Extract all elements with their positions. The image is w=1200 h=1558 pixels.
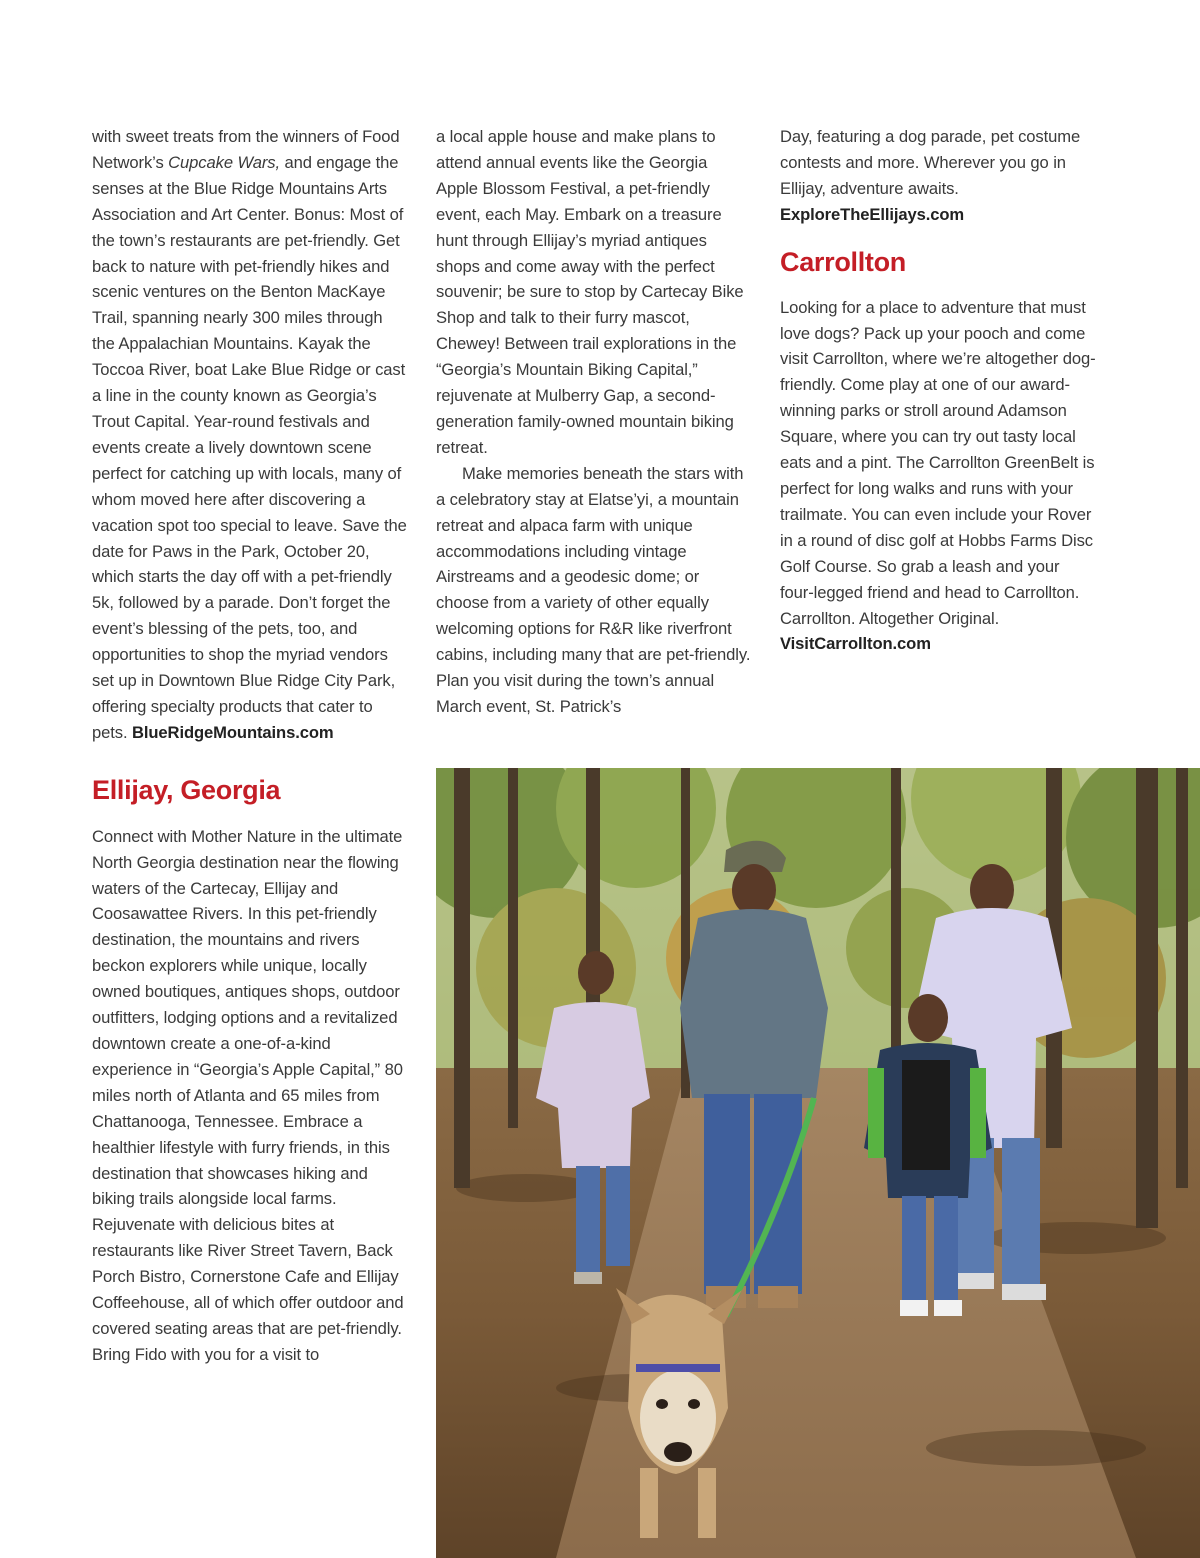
show-title: Cupcake Wars,	[168, 152, 280, 172]
ellijay-heading: Ellijay, Georgia	[92, 774, 281, 805]
family-trail-photo	[436, 768, 1200, 1558]
ellijay-closing-paragraph: Day, featuring a dog parade, pet costume contests and more. Wherever you go in Ellijay, adventure awaits. ExploreTheEllijays.com	[780, 127, 1081, 224]
column-2	[436, 124, 752, 720]
column-1	[92, 124, 408, 1368]
carrollton-url[interactable]: VisitCarrollton.com	[780, 634, 931, 654]
column-3	[780, 124, 1096, 657]
carrollton-paragraph: Looking for a place to adventure that must love dogs? Pack up your pooch and come visit Carrollton, where we’re altogether dog-friendly. Come play at one of our award-winning parks or stroll around Adamson Square, where you can try out tasty local eats and a pint. The Carrollton GreenBelt is perfect for long walks and runs with your trailmate. You can even include your Rover in a round of disc golf at Hobbs Farms Disc Golf Course. So grab a leash and your four-legged friend and head to Carrollton. Carrollton. Altogether Original. VisitCarrollton.com	[780, 297, 1096, 654]
carrollton-heading: Carrollton	[780, 246, 907, 277]
photo-illustration	[436, 768, 1200, 1558]
blue-ridge-url[interactable]: BlueRidgeMountains.com	[132, 722, 334, 742]
ellijays-url[interactable]: ExploreTheEllijays.com	[780, 204, 965, 224]
blue-ridge-paragraph: with sweet treats from the winners of Food Network’s Cupcake Wars, and engage the senses at the Blue Ridge Mountains Arts Association and Art Center. Bonus: Most of the town’s restaurants are pet-friendly. Get back to nature with pet-friendly hikes and scenic ventures on the Benton MacKaye Trail, spanning nearly 300 miles through the Appalachian Mountains. Kayak the Toccoa River, boat Lake Blue Ridge or cast a line in the county known as Georgia’s Trout Capital. Year-round festivals and events create a lively downtown scene perfect for catching up with locals, many of whom moved here after discovering a vacation spot too special to leave. Save the date for Paws in the Park, October 20, which starts the day off with a pet-friendly 5k, followed by a parade. Don’t forget the event’s blessing of the pets, too, and opportunities to shop the myriad vendors set up in Downtown Blue Ridge City Park, offering specialty products that cater to pets. BlueRidgeMountains.com	[92, 127, 407, 742]
elatseyi-paragraph: Make memories beneath the stars with a celebratory stay at Elatse’yi, a mountain retreat and alpaca farm with unique accommodations including vintage Airstreams and a geodesic dome; or choose from a variety of other equally welcoming options for R&R like riverfront cabins, including many that are pet-friendly. Plan you visit during the town’s annual March event, St. Patrick’s	[436, 463, 751, 716]
ellijay-continued-paragraph: a local apple house and make plans to attend annual events like the Georgia Apple Blossom Festival, a pet-friendly event, each May. Embark on a treasure hunt through Ellijay’s myriad antiques shops and come away with the perfect souvenir; be sure to stop by Cartecay Bike Shop and talk to their furry mascot, Chewey! Between trail explorations in the “Georgia’s Mountain Biking Capital,” rejuvenate at Mulberry Gap, a second-generation family-owned mountain biking retreat.	[436, 127, 744, 457]
ellijay-paragraph: Connect with Mother Nature in the ultimate North Georgia destination near the flowing waters of the Cartecay, Ellijay and Coosawattee Rivers. In this pet-friendly destination, the mountains and rivers beckon explorers while unique, locally owned boutiques, antiques shops, outdoor outfitters, lodging options and a revitalized downtown create a one-of-a-kind experience in “Georgia’s Apple Capital,” 80 miles north of Atlanta and 65 miles from Chattanooga, Tennessee. Embrace a healthier lifestyle with furry friends, in this destination that showcases hiking and biking trails alongside local farms. Rejuvenate with delicious bites at restaurants like River Street Tavern, Back Porch Bistro, Cornerstone Cafe and Ellijay Coffeehouse, all of which offer outdoor and covered seating areas that are pet-friendly. Bring Fido with you for a visit to	[92, 826, 404, 1364]
